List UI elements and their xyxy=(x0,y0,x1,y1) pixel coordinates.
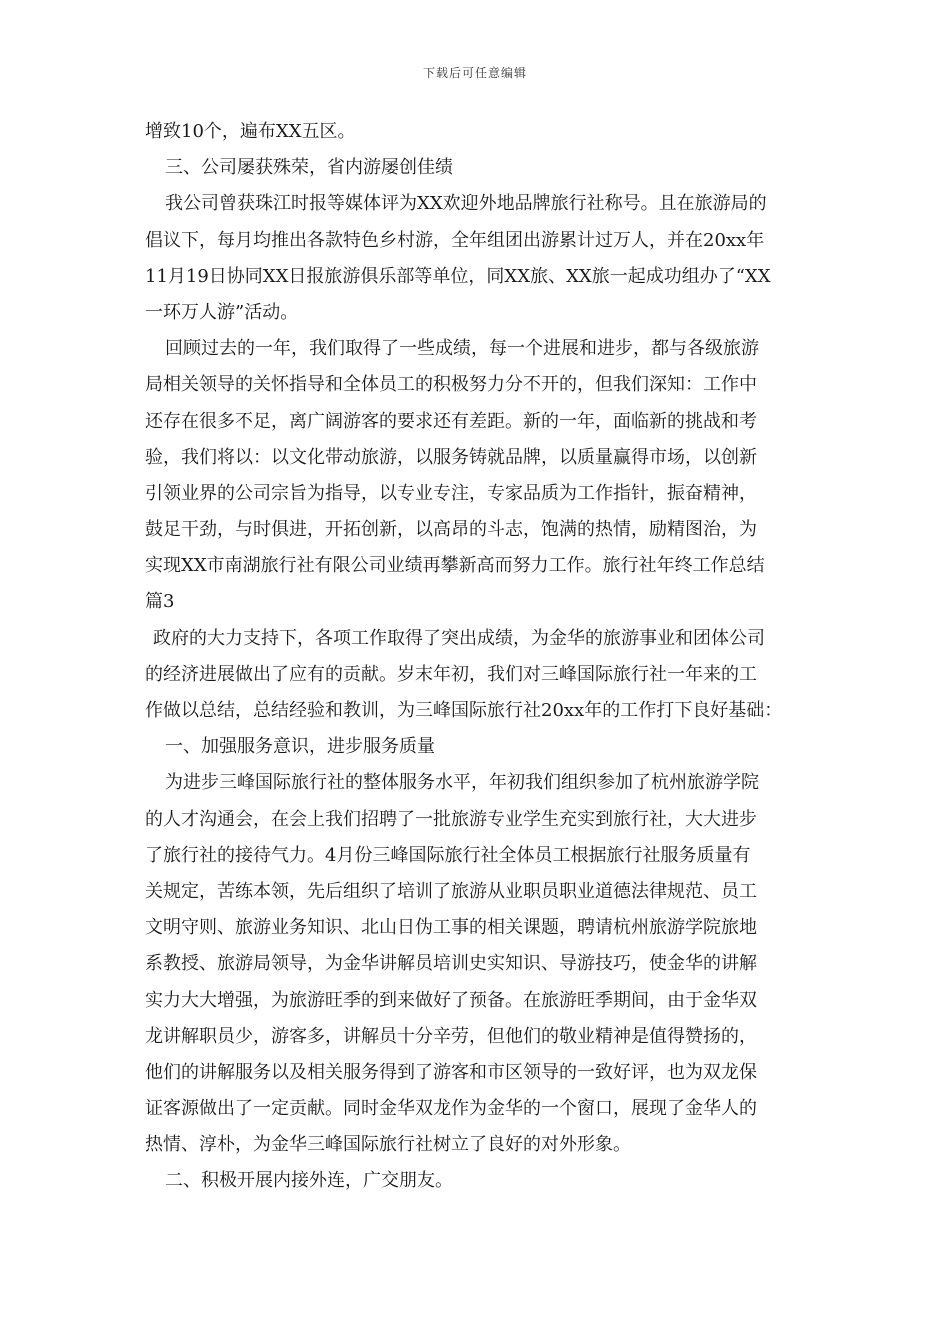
text-line: 倡议下，每月均推出各款特色乡村游，全年组团出游累计过万人，并在20xx年 xyxy=(145,229,765,251)
text-line: 一环万人游”活动。 xyxy=(145,301,299,323)
section-heading: 三、公司屡获殊荣，省内游屡创佳绩 xyxy=(165,157,453,179)
section-heading: 一、加强服务意识，进步服务质量 xyxy=(165,736,435,758)
text-line: 作做以总结，总结经验和教训，为三峰国际旅行社20xx年的工作打下良好基础： xyxy=(145,700,783,721)
text-line: 11月19日协同XX日报旅游俱乐部等单位，同XX旅、XX旅一起成功组办了“XX xyxy=(145,265,771,287)
text-line: 的经济进展做出了应有的贡献。岁末年初，我们对三峰国际旅行社一年来的工 xyxy=(145,663,757,685)
text-line: 增致10个，遍布XX五区。 xyxy=(145,121,356,142)
text-line: 引领业界的公司宗旨为指导，以专业专注，专家品质为工作指针，振奋精神， xyxy=(145,482,757,504)
text-line: 实现XX市南湖旅行社有限公司业绩再攀新高而努力工作。旅行社年终工作总结 xyxy=(145,555,765,577)
text-line: 政府的大力支持下，各项工作取得了突出成绩，为金华的旅游事业和团体公司 xyxy=(153,627,765,649)
text-line: 了旅行社的接待气力。4月份三峰国际旅行社全体员工根据旅行社服务质量有 xyxy=(145,844,751,866)
page-header-note: 下载后可任意编辑 xyxy=(422,66,527,80)
text-line: 还存在很多不足，离广阔游客的要求还有差距。新的一年，面临新的挑战和考 xyxy=(145,410,757,432)
text-line: 关规定，苦练本领，先后组织了培训了旅游从业职员职业道德法律规范、员工 xyxy=(145,880,757,902)
text-line: 的人才沟通会，在会上我们招聘了一批旅游专业学生充实到旅行社，大大进步 xyxy=(145,808,757,830)
text-line: 篇3 xyxy=(145,591,175,613)
text-line: 鼓足干劲，与时俱进，开拓创新，以高昂的斗志，饱满的热情，励精图治，为 xyxy=(145,519,757,541)
text-line: 验，我们将以：以文化带动旅游，以服务铸就品牌，以质量赢得市场，以创新 xyxy=(145,446,757,468)
text-line: 文明守则、旅游业务知识、北山日伪工事的相关课题，聘请杭州旅游学院旅地 xyxy=(145,917,757,939)
text-line: 为进步三峰国际旅行社的整体服务水平，年初我们组织参加了杭州旅游学院 xyxy=(165,772,759,794)
text-line: 证客源做出了一定贡献。同时金华双龙作为金华的一个窗口，展现了金华人的 xyxy=(145,1098,757,1120)
document-body xyxy=(145,114,815,1200)
text-line: 回顾过去的一年，我们取得了一些成绩，每一个进展和进步，都与各级旅游 xyxy=(165,338,759,360)
text-line: 系教授、旅游局领导，为金华讲解员培训史实知识、导游技巧，使金华的讲解 xyxy=(145,953,757,975)
text-line: 局相关领导的关怀指导和全体员工的积极努力分不开的，但我们深知：工作中 xyxy=(145,374,757,396)
text-line: 他们的讲解服务以及相关服务得到了游客和市区领导的一致好评，也为双龙保 xyxy=(145,1061,757,1083)
text-line: 热情、淳朴，为金华三峰国际旅行社树立了良好的对外形象。 xyxy=(145,1134,631,1156)
text-line: 我公司曾获珠江时报等媒体评为XX欢迎外地品牌旅行社称号。且在旅游局的 xyxy=(165,193,767,215)
text-line: 实力大大增强，为旅游旺季的到来做好了预备。在旅游旺季期间，由于金华双 xyxy=(145,989,757,1011)
section-heading: 二、积极开展内接外连，广交朋友。 xyxy=(165,1170,453,1192)
text-line: 龙讲解职员少，游客多，讲解员十分辛劳，但他们的敬业精神是值得赞扬的， xyxy=(145,1025,757,1047)
